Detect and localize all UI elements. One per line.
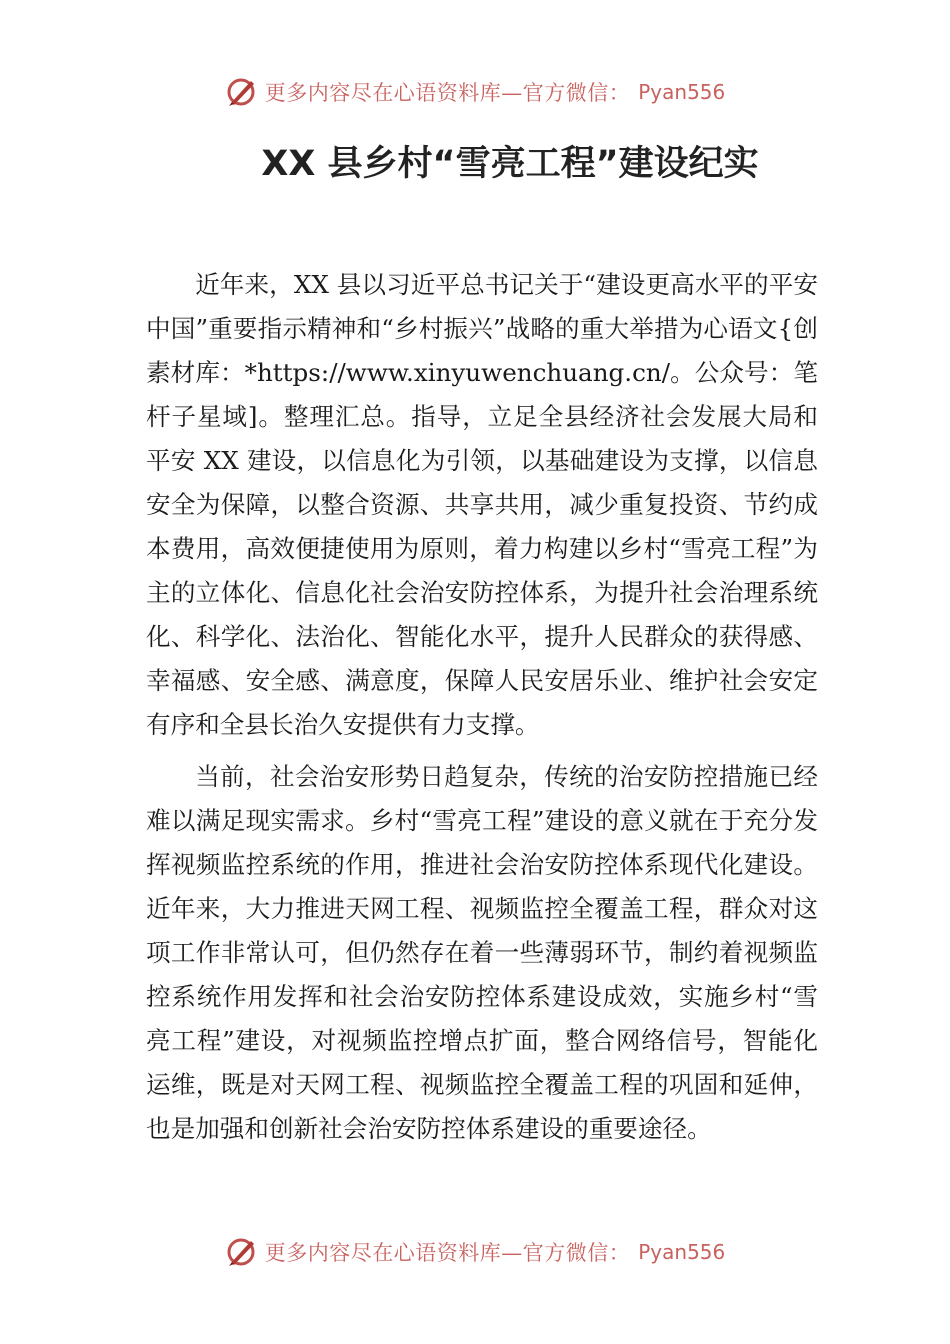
- pen-logo-icon: [225, 1235, 259, 1269]
- pen-logo-icon: [225, 75, 259, 109]
- banner-handle: Pyan556: [638, 80, 726, 104]
- banner-text: 更多内容尽在心语资料库—官方微信：: [264, 1241, 631, 1265]
- footer-banner: [0, 1232, 950, 1272]
- banner-text: 更多内容尽在心语资料库—官方微信：: [264, 81, 631, 105]
- header-banner: [0, 72, 950, 112]
- paragraph: 当前，社会治安形势日趋复杂，传统的治安防控措施已经难以满足现实需求。乡村“雪亮工程”建设的意义就在于充分发挥视频监控系统的作用，推进社会治安防控体系现代化建设。近年来，大力推进天网工程、视频监控全覆盖工程，群众对这项工作非常认可，但仍然存在着一些薄弱环节，制约着视频监控系统作用发挥和社会治安防控体系建设成效，实施乡村“雪亮工程”建设，对视频监控增点扩面，整合网络信号，智能化运维，既是对天网工程、视频监控全覆盖工程的巩固和延伸，也是加强和创新社会治安防控体系建设的重要途径。: [146, 762, 818, 1143]
- paragraph: 近年来，XX 县以习近平总书记关于“建设更高水平的平安中国”重要指示精神和“乡村振兴”战略的重大举措为心语文{创素材库：*https://www.xinyuwenchuang.cn/。公众号：笔杆子星域]。整理汇总。指导，立足全县经济社会发展大局和平安 XX 建设，以信息化为引领，以基础建设为支撑，以信息安全为保障，以整合资源、共享共用，减少重复投资、节约成本费用，高效便捷使用为原则，着力构建以乡村“雪亮工程”为主的立体化、信息化社会治安防控体系，为提升社会治理系统化、科学化、法治化、智能化水平，提升人民群众的获得感、幸福感、安全感、满意度，保障人民安居乐业、维护社会安定有序和全县长治久安提供有力支撑。: [146, 270, 818, 739]
- document-body: [146, 263, 818, 1151]
- page-title: XX 县乡村“雪亮工程”建设纪实: [261, 144, 759, 184]
- banner-handle: Pyan556: [638, 1240, 726, 1264]
